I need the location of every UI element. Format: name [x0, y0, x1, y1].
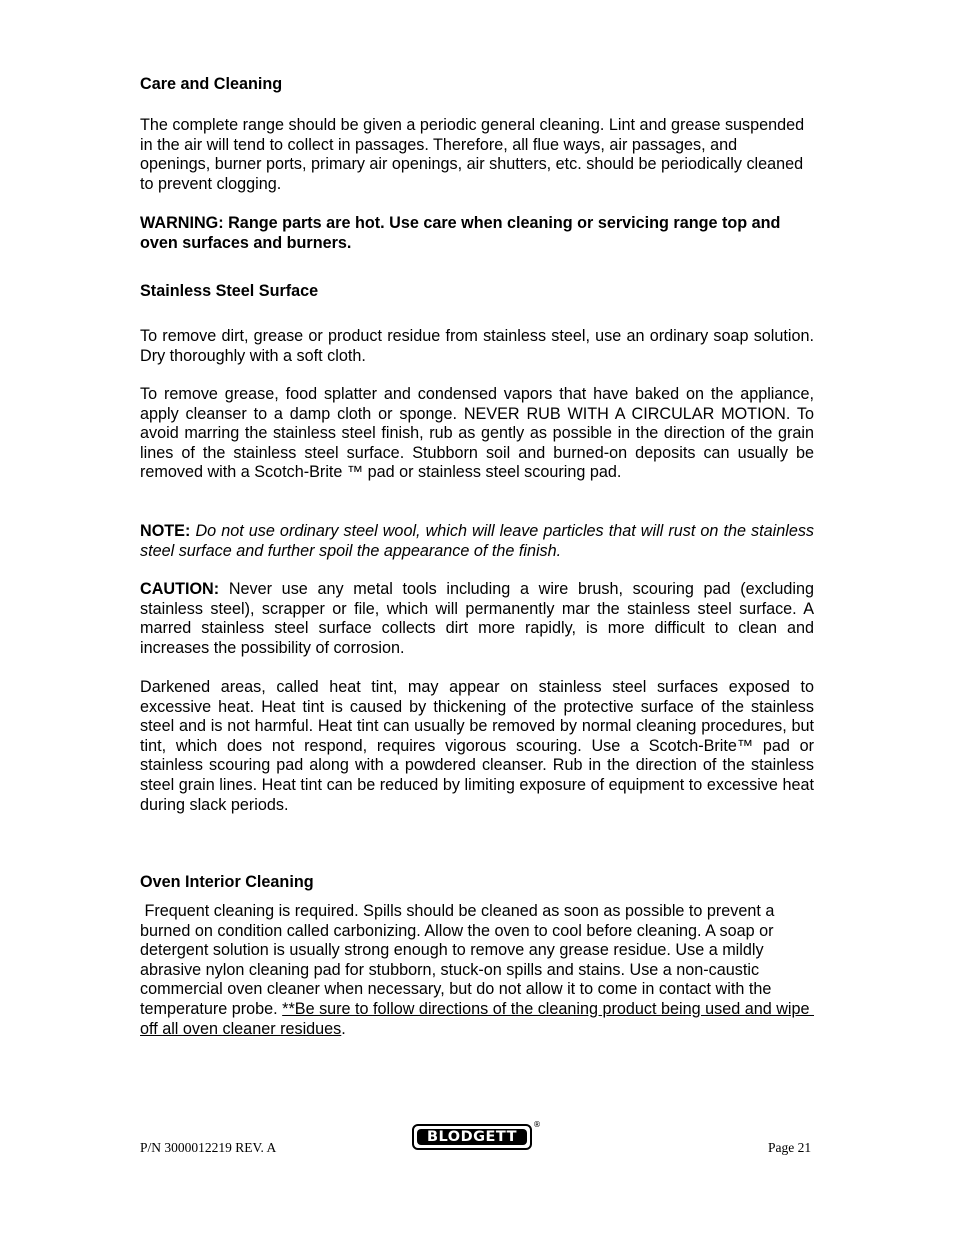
caution-label: CAUTION:: [140, 580, 220, 598]
oven-paragraph-text: Frequent cleaning is required. Spills should be cleaned as soon as possible to prevent a burned on condition called carbonizing. Allow the oven to cool before cleaning. A soap or detergent solution is usually strong enough to remove any grease residue. Use a mildly abrasive nylon cleaning pad for stubborn, stuck-on spills and stains. Use a non-caustic commercial oven cleaner when necessary, but do not allow it to come in contact with the temperature probe.: [140, 902, 779, 1018]
caution-paragraph: [140, 580, 814, 658]
note-label: NOTE:: [140, 522, 191, 540]
oven-heading: Oven Interior Cleaning: [140, 873, 314, 891]
oven-paragraph: [140, 902, 814, 1039]
oven-paragraph-end: .: [341, 1019, 346, 1038]
page-number: Page 21: [768, 1140, 812, 1155]
note-text: Do not use ordinary steel wool, which will leave particles that will rust on the stainless steel surface and further spoil the appearance of the finish.: [140, 522, 815, 560]
stainless-paragraph-1: To remove dirt, grease or product residue from stainless steel, use an ordinary soap solution. Dry thoroughly with a soft cloth.: [140, 327, 814, 365]
oven-underlined-text: **Be sure to follow directions of the cleaning product being used and wipe off all oven cleaner residues: [140, 999, 814, 1038]
logo-frame: [412, 1124, 532, 1150]
part-number: P/N 3000012219 REV. A: [140, 1140, 277, 1155]
heat-tint-paragraph: Darkened areas, called heat tint, may appear on stainless steel surfaces exposed to excessive heat. Heat tint is caused by thickening of the protective surface of the stainless steel and is not harmful. Heat tint can usually be removed by normal cleaning procedures, but tint, which does not respond, requires vigorous scouring. Use a Scotch-Brite™ pad or stainless scouring pad along with a powdered cleanser. Rub in the direction of the stainless steel grain lines. Heat tint can be reduced by limiting exposure of equipment to excessive heat during slack periods.: [140, 678, 814, 814]
logo-text: BLODGETT: [417, 1129, 527, 1145]
caution-text: Never use any metal tools including a wire brush, scouring pad (excluding stainless steel), scrapper or file, which will permanently mar the stainless steel surface. A marred stainless steel surface collects dirt more rapidly, is more difficult to clean and increases the possibility of corrosion.: [140, 580, 814, 657]
warning-text: WARNING: Range parts are hot. Use care when cleaning or servicing range top and oven surfaces and burners.: [140, 214, 781, 252]
care-heading: Care and Cleaning: [140, 75, 283, 93]
stainless-heading: Stainless Steel Surface: [140, 282, 319, 300]
stainless-paragraph-2: To remove grease, food splatter and condensed vapors that have baked on the appliance, apply cleanser to a damp cloth or sponge. NEVER RUB WITH A CIRCULAR MOTION. To avoid marring the stainless steel finish, rub as gently as possible in the direction of the grain lines of the stainless steel surface. Stubborn soil and burned-on deposits can usually be removed with a Scotch-Brite ™ pad or stainless steel scouring pad.: [140, 385, 814, 482]
note-paragraph: [140, 522, 814, 561]
registered-mark: ®: [533, 1120, 541, 1129]
care-paragraph: The complete range should be given a periodic general cleaning. Lint and grease suspended in the air will tend to collect in passages. Therefore, all flue ways, air passages, and openings, burner ports, primary air openings, air shutters, etc. should be periodically cleaned to prevent clogging.: [140, 116, 805, 193]
blodgett-logo: [412, 1120, 541, 1152]
